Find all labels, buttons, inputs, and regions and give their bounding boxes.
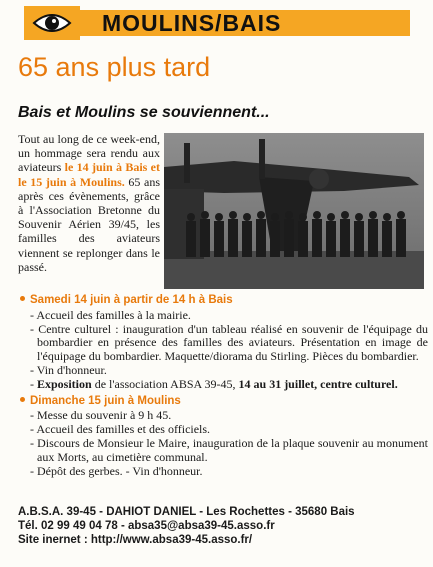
eye-icon xyxy=(32,11,72,35)
list-item: - Messe du souvenir à 9 h 45. xyxy=(30,408,172,423)
article-title: 65 ans plus tard xyxy=(18,52,211,82)
bomber-crew-photo xyxy=(164,133,424,289)
day2-heading: Dimanche 15 juin à Moulins xyxy=(18,395,428,409)
list-item-exposition: - Exposition de l'association ABSA 39-45, 14 au 31 juillet, centre culturel. xyxy=(30,376,398,391)
list-item: - Centre culturel : inauguration d'un tableau réalisé en souvenir de l'équipage du bombardier en présence des familles des aviateurs. Présentation en image de l'équipage du bombardier. Maquette/diorama du Stirling. Pièces du bombardier. xyxy=(30,321,428,364)
section-header xyxy=(14,6,419,40)
section-title: MOULINS/BAIS xyxy=(102,10,282,36)
intro-text-1: Tout au long de ce week-end, un hommage sera rendu aux aviateurs xyxy=(18,132,160,175)
list-item: - Discours de Monsieur le Maire, inauguration de la plaque souvenir au monument aux Morts, au cimetière communal. xyxy=(30,435,428,464)
list-item: - Accueil des familles à la mairie. xyxy=(30,307,191,322)
eye-icon-box xyxy=(24,6,80,40)
contact-footer xyxy=(18,505,428,548)
list-item: - Accueil des familles et des officiels. xyxy=(30,422,211,437)
article-subtitle: Bais et Moulins se souviennent... xyxy=(18,104,270,121)
contact-phone-email: Tél. 02 99 49 04 78 - absa35@absa39-45.asso.fr xyxy=(18,520,275,533)
list-item: - Dépôt des gerbes. - Vin d'honneur. xyxy=(30,463,203,478)
events-section xyxy=(18,294,428,481)
day1-heading: Samedi 14 juin à partir de 14 h à Bais xyxy=(18,294,428,308)
intro-text-2: 65 ans après ces évènements, grâce à l'Association Bretonne du Souvenir Aérien 39/45, les familles des aviateurs viennent se replonger dans le passé. xyxy=(18,174,160,274)
intro-highlight: le 14 juin à Bais et le 15 juin à Moulins. xyxy=(18,160,161,189)
list-item: - Vin d'honneur. xyxy=(30,362,107,377)
intro-paragraph xyxy=(18,132,160,274)
day2-list xyxy=(18,409,428,478)
day1-list xyxy=(18,309,428,392)
contact-website: Site inernet : http://www.absa39-45.asso.fr/ xyxy=(18,534,253,547)
contact-address: A.B.S.A. 39-45 - DAHIOT DANIEL - Les Rochettes - 35680 Bais xyxy=(18,506,355,518)
